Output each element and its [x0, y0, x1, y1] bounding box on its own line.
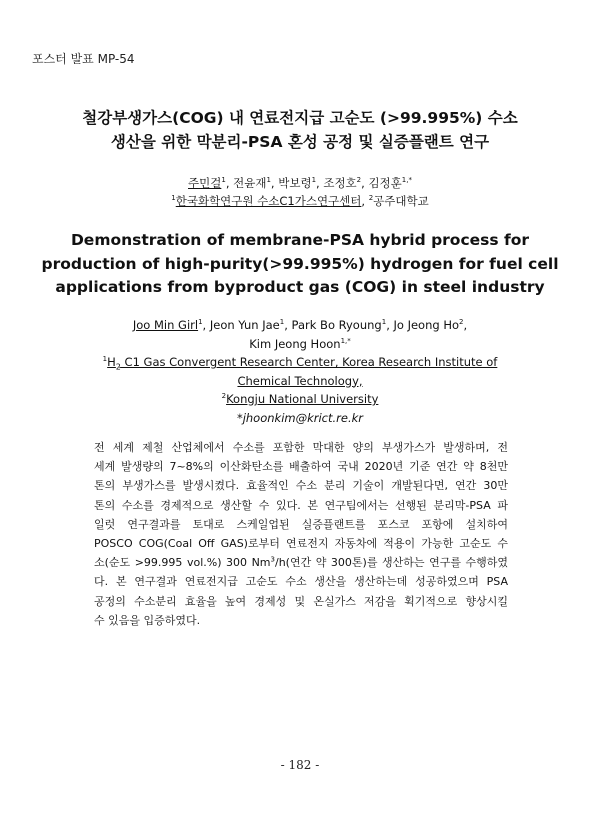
- korean-author-3-affil: 1: [311, 176, 317, 185]
- english-affil-1-rest: C1 Gas Convergent Research Center, Korea Research Institute of: [120, 355, 498, 369]
- english-affil-1: [0, 353, 600, 372]
- korean-affil-2: 공주대학교: [373, 194, 429, 208]
- english-title-line-2: production of high-purity(>99.995%) hydrogen for fuel cell: [41, 254, 559, 273]
- english-author-5: Kim Jeong Hoon: [249, 336, 341, 351]
- abstract-line-7: [94, 553, 508, 572]
- korean-title-line-1: 철강부생가스(COG) 내 연료전지급 고순도 (>99.995%) 수소: [82, 109, 518, 127]
- abstract-line-6: POSCO COG(Coal Off GAS)로부터 연료전지 자동차에 적용이 가능한 고순도 수: [94, 537, 508, 551]
- korean-author-5-affil: [402, 176, 412, 184]
- korean-author-4-affil: 2: [356, 176, 362, 185]
- english-author-1: Joo Min Girl: [132, 318, 199, 332]
- page-number: - 182 -: [280, 758, 320, 772]
- abstract-line-9: 공정의 수소분리 효율을 높여 경제성 및 온실가스 저감을 획기적으로 향상시킬: [94, 594, 508, 608]
- english-affil-2-text: Kongju National University: [226, 392, 379, 406]
- korean-authors: [0, 174, 600, 210]
- korean-affil-1-mark: 1: [171, 194, 176, 203]
- english-affil-1-text: [107, 355, 498, 372]
- poster-session-label: 포스터 발표 MP-54: [32, 52, 135, 66]
- abstract-line-7b: /h(연간 약 300톤)를 생산하는 연구를 수행하였: [275, 556, 508, 570]
- korean-affiliations: $^1$한국화학연구원 수소C1가스연구센터, $^2$공주대학교: [171, 194, 429, 208]
- english-author-4-affil: 2: [459, 318, 464, 327]
- corresponding-mark: *: [408, 176, 412, 185]
- english-authors: [0, 316, 600, 427]
- english-author-2-affil: 1: [279, 318, 285, 327]
- english-author-3: Park Bo Ryoung: [291, 318, 382, 332]
- english-author-1-affil: 1: [198, 318, 203, 327]
- english-author-4: Jo Jeong Ho: [393, 318, 460, 332]
- english-affil-1-mark: 1: [102, 355, 108, 364]
- abstract-line-2: 세계 발생량의 7~8%의 이산화탄소를 배출하여 국내 2020년 기준 연간 약 8천만: [94, 460, 508, 474]
- abstract-line-1: 전 세계 제철 산업체에서 수소를 포함한 막대한 양의 부생가스가 발생하며, 전: [94, 441, 508, 454]
- english-affil-1-sub: 2: [115, 362, 121, 372]
- english-affil-1-h: H: [107, 355, 116, 369]
- english-author-5-affil: 1,*: [340, 336, 351, 345]
- abstract-line-8: 다. 본 연구결과 연료전지급 고순도 수소 생산을 생산하는데 성공하였으며 PSA: [94, 575, 508, 589]
- korean-author-4: 조정호: [323, 176, 357, 190]
- korean-affil-1: 한국화학연구원 수소C1가스연구센터: [175, 194, 362, 208]
- korean-author-2-affil: 1: [266, 176, 271, 185]
- english-affil-2-mark: 2: [221, 392, 227, 401]
- korean-author-1-affil: 1: [221, 176, 226, 185]
- english-title: [0, 229, 600, 300]
- korean-affil-2-mark: 2: [368, 194, 374, 203]
- korean-title: [0, 106, 600, 154]
- english-author-3-affil: 1: [381, 318, 387, 327]
- korean-author-5-affil-num: 1,: [401, 176, 409, 185]
- english-title-line-3: applications from byproduct gas (COG) in steel industry: [55, 278, 545, 296]
- abstract-line-4: 톤의 수소를 경제적으로 생산할 수 있다. 본 연구팀에서는 선행된 분리막-PSA 파: [94, 498, 508, 512]
- english-author-list-1: Joo Min Girl$^1$, Jeon Yun Jae$^1$, Park Bo Ryoung$^1$, Jo Jeong Ho$^2$,: [132, 318, 468, 332]
- korean-author-5: 김정훈: [368, 176, 402, 190]
- korean-author-list: 주민걸$^1$, 전윤재$^1$, 박보령$^1$, 조정호$^2$, 김정훈$^{1,*}$: [188, 176, 412, 190]
- abstract-line-3: 톤의 부생가스를 발생시켰다. 효율적인 수소 분리 기술이 개발된다면, 연간 30만: [94, 479, 508, 493]
- cubic-sup: 3: [270, 555, 275, 564]
- english-affil-1-cont: Chemical Technology,: [237, 373, 363, 388]
- english-title-line-1: Demonstration of membrane-PSA hybrid process for: [70, 231, 530, 249]
- korean-author-3: 박보령: [278, 176, 312, 190]
- corresponding-email: [0, 409, 600, 428]
- english-affil-2: [0, 390, 600, 409]
- english-affil-1-line-2: [0, 372, 600, 391]
- abstract-body: [94, 438, 508, 630]
- email-text: *jhoonkim@krict.re.kr: [236, 410, 364, 425]
- abstract-line-5: 일럿 연구결과를 토대로 스케일업된 실증플랜트를 포스코 포항에 설치하여: [94, 517, 508, 531]
- korean-title-line-2: 생산을 위한 막분리-PSA 혼성 공정 및 실증플랜트 연구: [110, 133, 490, 151]
- english-author-list-2: [0, 335, 600, 354]
- korean-author-2: 전윤재: [233, 176, 267, 190]
- english-author-2: Jeon Yun Jae: [209, 318, 280, 332]
- abstract-line-7a: 소(순도 >99.995 vol.%) 300 Nm: [94, 556, 271, 570]
- korean-author-1: 주민걸: [188, 176, 222, 190]
- abstract-line-10: 수 있음을 입증하였다.: [94, 613, 201, 627]
